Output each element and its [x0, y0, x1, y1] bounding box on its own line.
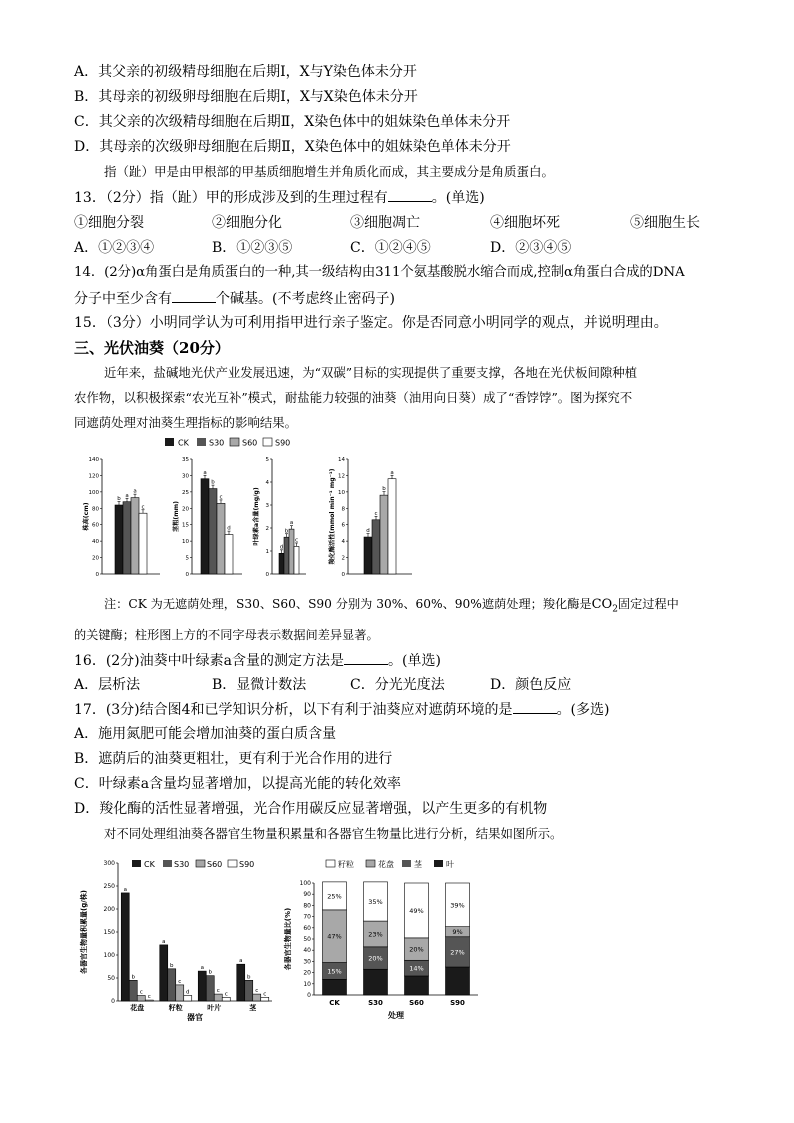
q12-option-a: A．其父亲的初级精母细胞在后期Ⅰ，X与Y染色体未分开: [74, 64, 417, 80]
significance-label: a: [390, 469, 394, 476]
y-tick-label: 14: [338, 457, 345, 463]
significance-label: c: [374, 510, 378, 517]
significance-label: d: [279, 544, 284, 551]
x-tick-label: S90: [450, 999, 465, 1007]
significance-label: b: [170, 962, 174, 969]
stack-segment: [446, 967, 470, 995]
carboxylase-activity-chart: [328, 457, 412, 578]
bar-s90: [145, 1000, 153, 1001]
segment-percent-label: 23%: [368, 930, 383, 939]
section-3-intro-3: 同遮荫处理对油葵生理指标的影响结果。: [74, 415, 298, 430]
bar-ck: [279, 553, 284, 574]
y-tick-label: 2: [265, 526, 269, 532]
bar-ck: [201, 479, 209, 574]
significance-label: c: [294, 537, 299, 544]
organ-biomass-plot: [79, 860, 272, 1022]
significance-label: b: [382, 486, 386, 493]
y-tick-label: 35: [182, 457, 189, 463]
q16-option-a: A．层析法: [74, 677, 141, 693]
y-tick-label: 100: [299, 880, 311, 887]
significance-label: d: [186, 989, 190, 996]
y-tick-label: 5: [265, 457, 269, 463]
q13-option-d: D．②③④⑤: [490, 240, 572, 256]
y-tick-label: 90: [303, 891, 311, 899]
y-tick-label: 80: [303, 902, 311, 910]
y-tick-label: 0: [185, 572, 189, 578]
bar-s60: [131, 498, 139, 574]
bar-s90: [388, 479, 396, 574]
legend-swatch-disc: [366, 860, 375, 867]
q13-item-5: ⑤细胞生长: [630, 215, 700, 231]
significance-label: c: [255, 988, 259, 995]
legend-disc: 花盘: [378, 860, 394, 869]
q14-answer-blank[interactable]: [172, 288, 216, 303]
y-tick-label: 150: [103, 929, 115, 936]
y-tick-label: 100: [103, 952, 115, 959]
bar-s30: [129, 980, 137, 1001]
bar-s60: [176, 985, 184, 1001]
bar-ck: [121, 893, 129, 1001]
legend-s60: S60: [207, 860, 223, 869]
y-tick-label: 6: [341, 522, 345, 529]
significance-label: d: [227, 525, 231, 532]
bar-s30: [168, 969, 176, 1001]
segment-percent-label: 15%: [327, 967, 342, 976]
segment-percent-label: 25%: [327, 892, 342, 901]
q14-suffix: 个碱基。(不考虑终止密码子): [216, 291, 395, 307]
q13-item-3: ③细胞凋亡: [350, 215, 420, 231]
y-tick-label: 4: [341, 539, 345, 546]
bar-s30: [123, 502, 131, 574]
q13-stem-suffix: 。(单选): [431, 190, 485, 206]
q17-option-b: B．遮荫后的油葵更粗壮，更有利于光合作用的进行: [74, 751, 393, 767]
segment-percent-label: 49%: [409, 906, 424, 915]
segment-percent-label: 9%: [452, 928, 463, 937]
q13-option-b: B．①②③⑤: [212, 240, 293, 256]
y-tick-label: 25: [182, 489, 189, 496]
y-axis-label: 羧化酶活性(mmol min⁻¹ mg⁻¹): [329, 468, 336, 565]
bar-ck: [237, 964, 245, 1001]
significance-label: c: [139, 989, 143, 996]
bar-s30: [245, 980, 253, 1001]
legend-stem: 茎: [414, 860, 422, 869]
x-tick-label: 花盘: [130, 1004, 145, 1012]
legend-swatch-ck: [165, 438, 174, 446]
organ-intro: 对不同处理组油葵各器官生物量积累量和各器官生物量比进行分析，结果如图所示。: [104, 826, 563, 841]
bar-s90: [261, 997, 269, 1001]
legend-ck: CK: [144, 860, 155, 869]
bar-s90: [225, 535, 233, 574]
bar-ck: [160, 945, 168, 1001]
significance-label: a: [162, 938, 166, 945]
significance-label: b: [117, 496, 121, 503]
legend-swatch-s60: [196, 860, 205, 867]
legend-ck: CK: [178, 438, 189, 448]
y-tick-label: 300: [103, 860, 115, 867]
bar-ck: [198, 971, 206, 1001]
significance-label: b: [131, 974, 135, 981]
y-tick-label: 50: [303, 936, 311, 943]
q14-line2: [74, 288, 395, 309]
y-tick-label: 50: [107, 975, 115, 982]
bar-s30: [209, 489, 217, 574]
y-axis-label: 株高(cm): [83, 502, 90, 531]
y-tick-label: 10: [303, 980, 311, 988]
legend-swatch-s90: [263, 438, 272, 446]
legend-swatch-s90: [228, 860, 237, 867]
y-tick-label: 0: [95, 572, 99, 578]
significance-label: a: [123, 886, 127, 893]
q17-option-c: C．叶绿素a含量均显著增加，以提高光能的转化效率: [74, 776, 402, 792]
y-tick-label: 60: [303, 924, 311, 932]
chart-legend: [165, 438, 290, 448]
significance-label: a: [200, 965, 204, 972]
q14-text: 分子中至少含有: [74, 291, 172, 307]
y-tick-label: 10: [338, 489, 345, 496]
legend-swatch-stem: [402, 860, 411, 867]
q13-option-a: A．①②③④: [74, 240, 155, 256]
y-axis-label: 叶绿素a含量(mg/g): [253, 487, 260, 546]
y-tick-label: 20: [303, 969, 311, 977]
y-tick-label: 140: [88, 457, 99, 463]
bar-s90: [294, 546, 299, 574]
significance-label: b: [247, 974, 251, 981]
stack-segment: [405, 976, 429, 995]
y-tick-label: 5: [185, 555, 189, 562]
chlorophyll-a-chart: [252, 457, 306, 578]
significance-label: c: [219, 494, 223, 501]
stack-segment: [364, 969, 388, 995]
organ-biomass-chart: [76, 855, 276, 1023]
bar-s60: [137, 995, 145, 1001]
q13-item-2: ②细胞分化: [212, 215, 282, 231]
significance-label: c: [178, 978, 182, 985]
q16-text: 16．(2分)油葵中叶绿素a含量的测定方法是: [74, 653, 344, 669]
y-tick-label: 30: [303, 958, 311, 966]
significance-label: c: [141, 504, 145, 511]
x-axis-label: 处理: [388, 1011, 404, 1020]
segment-percent-label: 47%: [327, 932, 342, 941]
legend-s30: S30: [209, 438, 225, 448]
q17-stem: [74, 699, 610, 720]
plant-height-chart: [82, 457, 160, 578]
x-tick-label: 茎: [249, 1004, 257, 1012]
section-3-intro-2: 农作物，以积极探索“农光互补”模式，耐盐能力较强的油葵（油用向日葵）成了“香饽饽”。图为探究不: [74, 390, 633, 405]
y-tick-label: 4: [265, 480, 269, 486]
figure-note-1: [104, 595, 679, 618]
q16-option-b: B．显微计数法: [212, 677, 307, 693]
shade-physiology-charts: [80, 435, 420, 583]
section-3-intro-1: 近年来，盐碱地光伏产业发展迅速，为“双碳”目标的实现提供了重要支撑，各地在光伏板间隙种植: [104, 365, 638, 380]
bar-s90: [139, 513, 147, 574]
legend-s60: S60: [242, 438, 258, 448]
x-axis-label: 器官: [187, 1013, 203, 1022]
significance-label: c: [263, 991, 267, 998]
y-tick-label: 20: [92, 555, 99, 562]
legend-swatch-s30: [197, 438, 206, 446]
q12-option-c: C．其父亲的次级精母细胞在后期Ⅱ，X染色体中的姐妹染色单体未分开: [74, 114, 511, 130]
bar-s60: [217, 503, 225, 574]
significance-label: b: [211, 479, 215, 486]
y-tick-label: 250: [103, 883, 115, 890]
y-tick-label: 30: [182, 473, 189, 480]
legend-s90: S90: [239, 860, 255, 869]
q12-option-d: D．其母亲的次级卵母细胞在后期Ⅱ，X染色体中的姐妹染色单体未分开: [74, 139, 511, 155]
y-tick-label: 40: [92, 539, 99, 546]
q14-line1: 14．(2分)α角蛋白是角质蛋白的一种,其一级结构由311个氨基酸脱水缩合而成,控制α角蛋白合成的DNA: [74, 265, 685, 280]
q13-item-1: ①细胞分裂: [74, 215, 144, 231]
segment-percent-label: 20%: [409, 945, 424, 954]
q17-option-d: D．羧化酶的活性显著增强，光合作用碳反应显著增强，以产生更多的有机物: [74, 801, 548, 817]
bar-s60: [289, 529, 294, 574]
y-tick-label: 12: [338, 473, 345, 480]
y-tick-label: 2: [341, 555, 345, 562]
significance-label: b: [208, 969, 212, 976]
y-tick-label: 120: [88, 473, 99, 480]
ratio-chart-legend: [326, 859, 454, 869]
bar-s30: [372, 520, 380, 574]
x-tick-label: CK: [329, 999, 340, 1007]
stack-segment: [323, 979, 347, 995]
significance-label: c: [224, 991, 228, 998]
y-axis-label: 各器官生物量比(%): [284, 907, 292, 971]
organ-ratio-chart: [282, 855, 482, 1023]
q17-suffix: 。(多选): [556, 702, 610, 718]
q13-option-c: C．①②④⑤: [350, 240, 431, 256]
legend-seed: 籽粒: [338, 860, 354, 869]
organ-chart-legend: [132, 860, 254, 869]
y-tick-label: 40: [303, 947, 311, 955]
legend-swatch-seed: [326, 860, 335, 867]
legend-swatch-s60: [230, 438, 239, 446]
figure-note-text: 注：CK 为无遮荫处理，S30、S60、S90 分别为 30%、60%、90%遮荫处理；羧化酶是: [104, 597, 592, 611]
bar-s60: [380, 495, 388, 574]
x-tick-label: S60: [409, 999, 424, 1007]
legend-s90: S90: [275, 438, 291, 448]
y-tick-label: 60: [92, 522, 99, 529]
q15-stem: 15．（3分）小明同学认为可利用指甲进行亲子鉴定。你是否同意小明同学的观点，并说明理由。: [74, 315, 668, 331]
significance-label: a: [289, 520, 294, 527]
co2-subscript: 2: [612, 604, 618, 615]
co2-text: CO: [591, 597, 613, 612]
y-tick-label: 0: [341, 572, 345, 578]
figure-note-2: 的关键酶；柱形图上方的不同字母表示数据间差异显著。: [74, 628, 379, 642]
y-axis-label: 各器官生物量积累量(g/株): [80, 890, 88, 974]
legend-s30: S30: [174, 860, 190, 869]
y-tick-label: 100: [88, 489, 99, 496]
segment-percent-label: 35%: [368, 897, 383, 906]
segment-percent-label: 20%: [368, 954, 383, 963]
q12-option-b: B．其母亲的初级卵母细胞在后期Ⅰ，X与X染色体未分开: [74, 89, 418, 105]
q13-stem-text: 13．（2分）指（趾）甲的形成涉及到的生理过程有: [74, 190, 388, 206]
bar-s30: [284, 537, 289, 574]
y-tick-label: 0: [265, 572, 269, 578]
segment-percent-label: 39%: [450, 901, 465, 910]
significance-label: a: [239, 958, 243, 965]
q13-item-4: ④细胞坏死: [490, 215, 560, 231]
q17-answer-blank[interactable]: [513, 699, 557, 714]
significance-label: a: [125, 492, 129, 499]
significance-label: a: [133, 488, 137, 495]
significance-label: b: [284, 528, 289, 535]
q13-answer-blank[interactable]: [388, 187, 432, 202]
q17-option-a: A．施用氮肥可能会增加油葵的蛋白质含量: [74, 726, 337, 742]
significance-label: c: [147, 994, 151, 1001]
y-tick-label: 80: [92, 506, 99, 513]
y-tick-label: 200: [103, 906, 115, 913]
bar-s60: [214, 994, 222, 1001]
legend-swatch-ck: [132, 860, 141, 867]
x-tick-label: 叶片: [207, 1004, 222, 1012]
q16-option-d: D．颜色反应: [490, 677, 572, 693]
bar-s30: [206, 976, 214, 1001]
significance-label: c: [216, 988, 220, 995]
bar-s90: [184, 995, 192, 1001]
q16-answer-blank[interactable]: [344, 650, 388, 665]
y-tick-label: 10: [182, 539, 189, 546]
x-tick-label: 籽粒: [168, 1004, 183, 1012]
figure-note-suffix: 固定过程中: [617, 597, 679, 611]
bar-ck: [364, 537, 372, 574]
nail-intro: 指（趾）甲是由甲根部的甲基质细胞增生并角质化而成，其主要成分是角质蛋白。: [104, 164, 555, 179]
organ-ratio-plot: [283, 880, 478, 1020]
y-tick-label: 70: [303, 913, 311, 921]
bar-ck: [115, 505, 123, 574]
y-tick-label: 0: [111, 998, 115, 1005]
bar-s60: [253, 994, 261, 1001]
y-tick-label: 0: [307, 992, 311, 999]
significance-label: a: [203, 469, 207, 476]
y-tick-label: 3: [265, 503, 269, 509]
y-tick-label: 20: [182, 506, 189, 513]
significance-label: d: [366, 528, 370, 535]
bar-s90: [222, 997, 230, 1001]
stem-diameter-chart: [172, 457, 242, 578]
segment-percent-label: 27%: [450, 948, 465, 957]
q13-stem: [74, 187, 485, 208]
y-axis-label: 茎粗(mm): [173, 501, 180, 532]
legend-leaf: 叶: [446, 860, 454, 869]
q16-stem: [74, 650, 441, 671]
q17-text: 17．(3分)结合图4和已学知识分析，以下有利于油葵应对遮荫环境的是: [74, 702, 513, 718]
y-tick-label: 15: [182, 522, 189, 529]
section-3-heading: 三、光伏油葵（20分）: [74, 339, 230, 357]
segment-percent-label: 14%: [409, 964, 424, 973]
x-tick-label: S30: [368, 999, 383, 1007]
legend-swatch-s30: [163, 860, 172, 867]
y-tick-label: 1: [265, 549, 269, 555]
y-tick-label: 8: [341, 506, 345, 513]
q16-option-c: C．分光光度法: [350, 677, 445, 693]
q16-suffix: 。(单选): [388, 653, 441, 669]
legend-swatch-leaf: [434, 860, 443, 867]
